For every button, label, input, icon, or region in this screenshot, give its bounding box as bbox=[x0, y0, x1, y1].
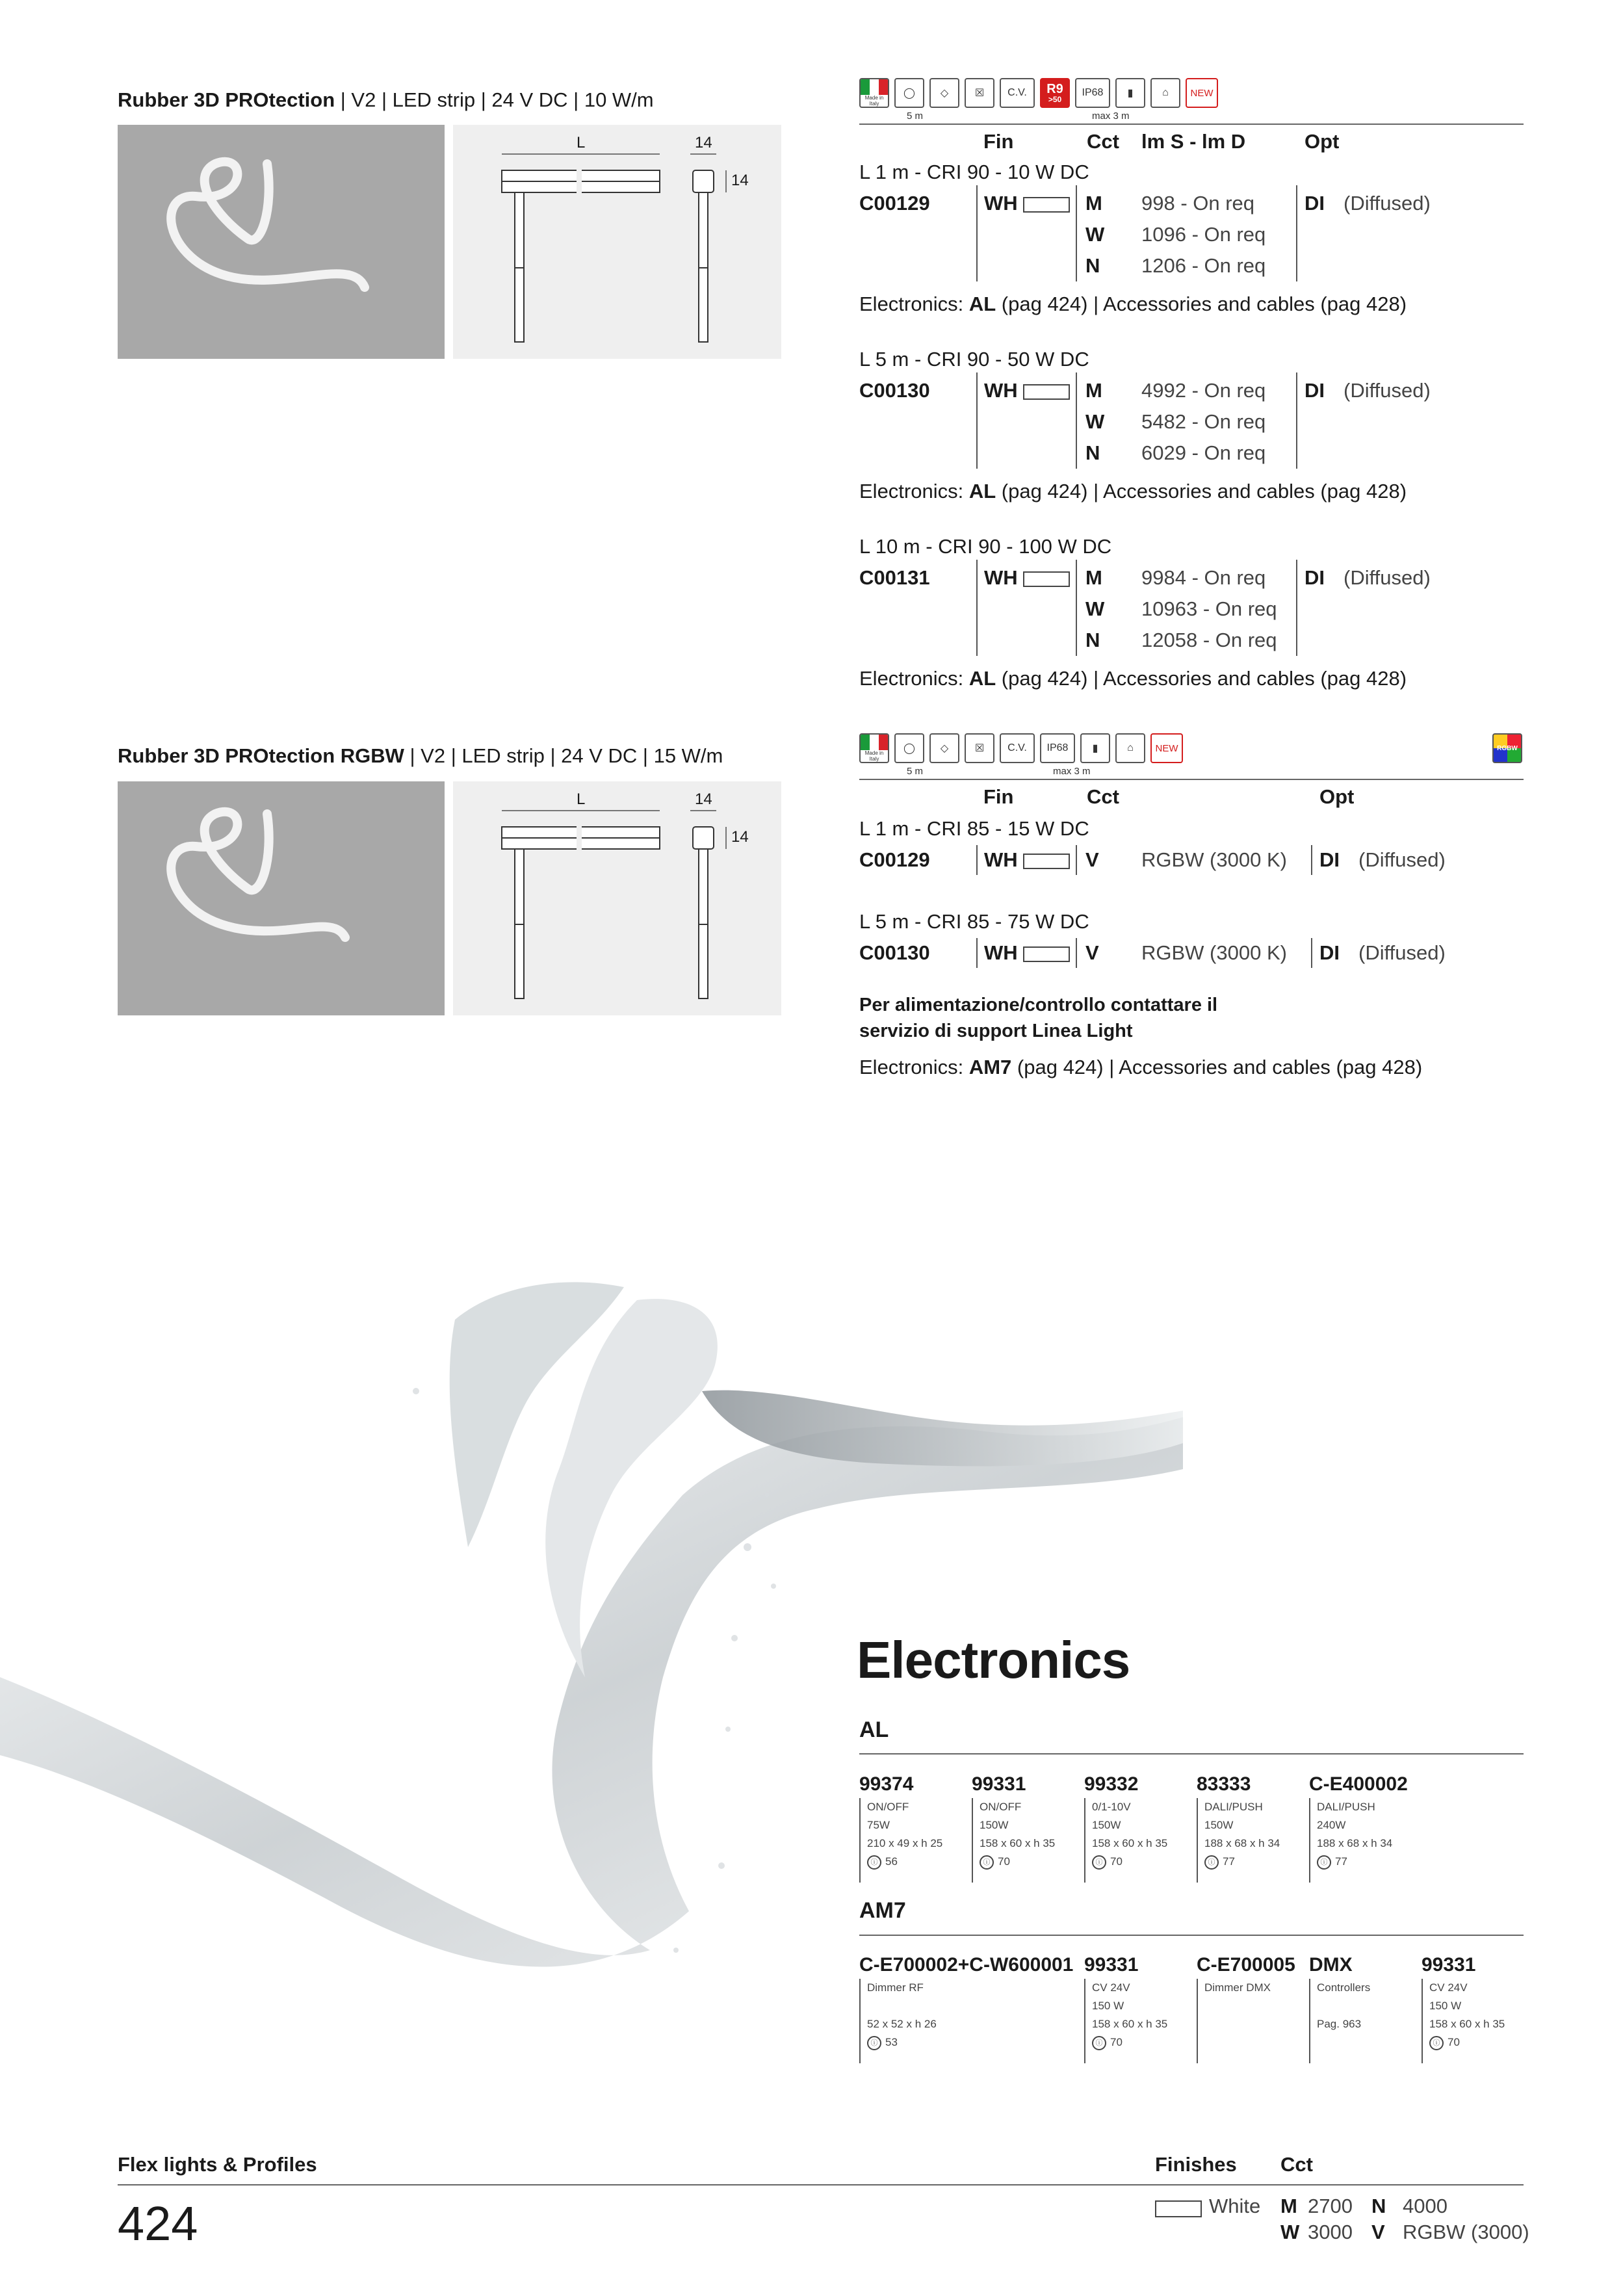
optic-code: DI bbox=[1319, 941, 1340, 964]
cct-code: M bbox=[1085, 566, 1102, 589]
finish-code: WH bbox=[984, 378, 1070, 404]
al-item: 83333 DALI/PUSH 150W 188 x 68 x h 34 ⓘ 77 bbox=[1197, 1773, 1304, 1883]
product-photo-2 bbox=[118, 781, 445, 1015]
header-rule bbox=[859, 124, 1524, 125]
header-lm: lm S - lm D bbox=[1141, 130, 1246, 153]
lumen-value: 998 - On req bbox=[1141, 192, 1255, 215]
product-code: C00130 bbox=[859, 379, 930, 402]
class-III-icon: ◇ bbox=[929, 78, 959, 108]
page-number: 424 bbox=[118, 2197, 198, 2250]
made-in-italy-icon: Made in Italy bbox=[859, 78, 889, 108]
white-swatch-icon bbox=[1023, 854, 1070, 869]
optic-code: DI bbox=[1305, 379, 1325, 402]
col-divider bbox=[1076, 560, 1077, 656]
page-icon: ⓘ bbox=[1429, 2036, 1444, 2050]
finish-code: WH bbox=[984, 565, 1070, 591]
al-label: AL bbox=[859, 1717, 889, 1742]
electronics-title: Electronics bbox=[857, 1631, 1130, 1689]
spec-line: L 10 m - CRI 90 - 100 W DC bbox=[859, 535, 1112, 558]
white-swatch-icon bbox=[1155, 2200, 1202, 2217]
rgbw-icon: RGBW bbox=[1492, 733, 1522, 763]
am7-rule bbox=[859, 1935, 1524, 1936]
support-note-line2: servizio di support Linea Light bbox=[859, 1021, 1133, 1041]
product-code: C00129 bbox=[859, 848, 930, 871]
page-icon: ⓘ bbox=[867, 2036, 881, 2050]
finish-code: WH bbox=[984, 190, 1070, 216]
header-cct: Cct bbox=[1087, 785, 1119, 808]
strip-photo bbox=[118, 125, 445, 359]
product-photo-1 bbox=[118, 125, 445, 359]
header-opt: Opt bbox=[1319, 785, 1355, 808]
product-code: C00131 bbox=[859, 566, 930, 589]
note-5m: 5 m bbox=[907, 766, 924, 777]
optic-desc: (Diffused) bbox=[1358, 941, 1446, 964]
length-label: L bbox=[577, 790, 586, 808]
col-divider bbox=[1076, 185, 1077, 281]
length-label: L bbox=[577, 134, 586, 151]
footer-finishes-label: Finishes bbox=[1155, 2153, 1237, 2176]
spec-line: L 5 m - CRI 90 - 50 W DC bbox=[859, 348, 1089, 371]
cct-code: N bbox=[1085, 629, 1100, 651]
strip-photo bbox=[118, 781, 445, 1015]
am7-item: DMX Controllers Pag. 963 bbox=[1309, 1954, 1416, 2063]
col-divider bbox=[1296, 372, 1297, 469]
white-swatch-icon bbox=[1023, 946, 1070, 962]
col-divider bbox=[976, 185, 978, 281]
lumen-value: 6029 - On req bbox=[1141, 441, 1266, 464]
note-max-3m: max 3 m bbox=[1092, 111, 1130, 122]
optic-desc: (Diffused) bbox=[1344, 379, 1431, 402]
lumen-value: 4992 - On req bbox=[1141, 379, 1266, 402]
header-fin: Fin bbox=[983, 130, 1014, 153]
col-divider bbox=[1311, 938, 1312, 968]
footer-cct-label: Cct bbox=[1280, 2153, 1313, 2176]
support-note-line1: Per alimentazione/controllo contattare il bbox=[859, 995, 1218, 1015]
spec-line: L 1 m - CRI 85 - 15 W DC bbox=[859, 817, 1089, 840]
product-code: C00130 bbox=[859, 941, 930, 964]
class-III-icon: ◇ bbox=[929, 733, 959, 763]
lumen-value: 12058 - On req bbox=[1141, 629, 1277, 651]
am7-item: C-E700005 Dimmer DMX bbox=[1197, 1954, 1304, 2063]
cct-n-value: 4000 bbox=[1403, 2195, 1448, 2217]
note-max-3m: max 3 m bbox=[1053, 766, 1091, 777]
no-glow-wire-icon: ☒ bbox=[965, 78, 994, 108]
cut-length-icon: ▮ bbox=[1115, 78, 1145, 108]
al-item: C-E400002 DALI/PUSH 240W 188 x 68 x h 34 ⓘ 77 bbox=[1309, 1773, 1439, 1883]
al-item: 99332 0/1-10V 150W 158 x 60 x h 35 ⓘ 70 bbox=[1084, 1773, 1191, 1883]
bend-radius-icon: ⌂ bbox=[1115, 733, 1145, 763]
finish-white: White bbox=[1209, 2195, 1261, 2217]
lumen-value: 10963 - On req bbox=[1141, 597, 1277, 620]
col-divider bbox=[1076, 938, 1077, 968]
product-name: Rubber 3D PROtection RGBW bbox=[118, 744, 404, 767]
am7-label: AM7 bbox=[859, 1898, 906, 1923]
col-divider bbox=[1311, 845, 1312, 875]
col-divider bbox=[976, 372, 978, 469]
col-divider bbox=[1076, 845, 1077, 875]
col-divider bbox=[976, 560, 978, 656]
product-title-2 bbox=[118, 744, 723, 768]
cct-code: W bbox=[1085, 410, 1105, 433]
page-icon: ⓘ bbox=[980, 1855, 994, 1870]
technical-drawing-2 bbox=[453, 781, 781, 1015]
product-title-1 bbox=[118, 88, 654, 112]
header-fin: Fin bbox=[983, 785, 1014, 808]
cct-desc: RGBW (3000 K) bbox=[1141, 941, 1287, 964]
ip68-icon: IP68 bbox=[1075, 78, 1110, 108]
cct-m: M bbox=[1280, 2195, 1297, 2217]
cut-length-icon: ▮ bbox=[1080, 733, 1110, 763]
note-5m: 5 m bbox=[907, 111, 924, 122]
made-in-italy-icon: Made in Italy bbox=[859, 733, 889, 763]
lumen-value: 1096 - On req bbox=[1141, 223, 1266, 246]
no-glow-wire-icon: ☒ bbox=[965, 733, 994, 763]
new-badge: NEW bbox=[1150, 733, 1183, 763]
cct-w: W bbox=[1280, 2221, 1300, 2243]
page-icon: ⓘ bbox=[1317, 1855, 1331, 1870]
constant-voltage-icon: C.V. bbox=[1000, 78, 1035, 108]
col-divider bbox=[1076, 372, 1077, 469]
header-rule bbox=[859, 779, 1524, 780]
al-item: 99374 ON/OFF 75W 210 x 49 x h 25 ⓘ 56 bbox=[859, 1773, 967, 1883]
finish-code: WH bbox=[984, 940, 1070, 966]
product-code: C00129 bbox=[859, 192, 930, 215]
cct-code: W bbox=[1085, 597, 1105, 620]
cct-code: M bbox=[1085, 192, 1102, 215]
icon-strip-1 bbox=[859, 78, 1218, 108]
lumen-value: 1206 - On req bbox=[1141, 254, 1266, 277]
header-opt: Opt bbox=[1305, 130, 1340, 153]
page-icon: ⓘ bbox=[1204, 1855, 1219, 1870]
cct-code: N bbox=[1085, 254, 1100, 277]
optic-code: DI bbox=[1305, 566, 1325, 589]
bend-radius-icon: ⌂ bbox=[1150, 78, 1180, 108]
cct-code: M bbox=[1085, 379, 1102, 402]
cct-code: W bbox=[1085, 223, 1105, 246]
optic-code: DI bbox=[1319, 848, 1340, 871]
footer-category: Flex lights & Profiles bbox=[118, 2153, 317, 2176]
col-divider bbox=[1296, 185, 1297, 281]
profile-drawing bbox=[453, 125, 781, 359]
cct-v: V bbox=[1371, 2221, 1385, 2243]
optic-code: DI bbox=[1305, 192, 1325, 215]
optic-desc: (Diffused) bbox=[1344, 566, 1431, 589]
product-specs: | V2 | LED strip | 24 V DC | 15 W/m bbox=[404, 744, 723, 767]
electronics-note: Electronics: AL (pag 424) | Accessories and cables (pag 428) bbox=[859, 293, 1407, 315]
am7-item: 99331 CV 24V 150 W 158 x 60 x h 35 ⓘ 70 bbox=[1084, 1954, 1191, 2063]
cct-desc: RGBW (3000 K) bbox=[1141, 848, 1287, 871]
header-cct: Cct bbox=[1087, 130, 1119, 153]
page-icon: ⓘ bbox=[1092, 1855, 1106, 1870]
technical-drawing-1 bbox=[453, 125, 781, 359]
electronics-note: Electronics: AM7 (pag 424) | Accessories and cables (pag 428) bbox=[859, 1056, 1423, 1078]
profile-drawing bbox=[453, 781, 781, 1015]
white-swatch-icon bbox=[1023, 384, 1070, 400]
width-label: 14 bbox=[695, 134, 712, 151]
am7-item: C-E700002+C-W600001 Dimmer RF 52 x 52 x h 26 ⓘ 53 bbox=[859, 1954, 1080, 2063]
am7-item: 99331 CV 24V 150 W 158 x 60 x h 35 ⓘ 70 bbox=[1422, 1954, 1529, 2063]
r9-icon: R9 >50 bbox=[1040, 78, 1070, 108]
col-divider bbox=[1296, 560, 1297, 656]
lumen-value: 9984 - On req bbox=[1141, 566, 1266, 589]
cct-code: N bbox=[1085, 441, 1100, 464]
white-swatch-icon bbox=[1023, 197, 1070, 213]
col-divider bbox=[976, 845, 978, 875]
cct-code: V bbox=[1085, 848, 1099, 871]
height-label: 14 bbox=[731, 828, 749, 846]
new-badge: NEW bbox=[1186, 78, 1218, 108]
product-specs: | V2 | LED strip | 24 V DC | 10 W/m bbox=[335, 88, 654, 111]
cct-w-value: 3000 bbox=[1308, 2221, 1353, 2243]
cct-m-value: 2700 bbox=[1308, 2195, 1353, 2217]
spec-line: L 5 m - CRI 85 - 75 W DC bbox=[859, 910, 1089, 933]
page-icon: ⓘ bbox=[1092, 2036, 1106, 2050]
optic-desc: (Diffused) bbox=[1344, 192, 1431, 215]
spec-line: L 1 m - CRI 90 - 10 W DC bbox=[859, 161, 1089, 183]
footer-rule bbox=[118, 2184, 1524, 2185]
cct-v-value: RGBW (3000) bbox=[1403, 2221, 1529, 2243]
iron-icon: ◯ bbox=[894, 78, 924, 108]
cct-code: V bbox=[1085, 941, 1099, 964]
lumen-value: 5482 - On req bbox=[1141, 410, 1266, 433]
iron-icon: ◯ bbox=[894, 733, 924, 763]
optic-desc: (Diffused) bbox=[1358, 848, 1446, 871]
white-swatch-icon bbox=[1023, 571, 1070, 587]
electronics-note: Electronics: AL (pag 424) | Accessories and cables (pag 428) bbox=[859, 667, 1407, 690]
page-icon: ⓘ bbox=[867, 1855, 881, 1870]
electronics-note: Electronics: AL (pag 424) | Accessories and cables (pag 428) bbox=[859, 480, 1407, 502]
constant-voltage-icon: C.V. bbox=[1000, 733, 1035, 763]
icon-strip-2 bbox=[859, 733, 1183, 763]
ip68-icon: IP68 bbox=[1040, 733, 1075, 763]
width-label: 14 bbox=[695, 790, 712, 808]
cct-n: N bbox=[1371, 2195, 1386, 2217]
col-divider bbox=[976, 938, 978, 968]
height-label: 14 bbox=[731, 172, 749, 189]
finish-code: WH bbox=[984, 847, 1070, 873]
product-name: Rubber 3D PROtection bbox=[118, 88, 335, 111]
al-rule bbox=[859, 1753, 1524, 1755]
al-item: 99331 ON/OFF 150W 158 x 60 x h 35 ⓘ 70 bbox=[972, 1773, 1079, 1883]
